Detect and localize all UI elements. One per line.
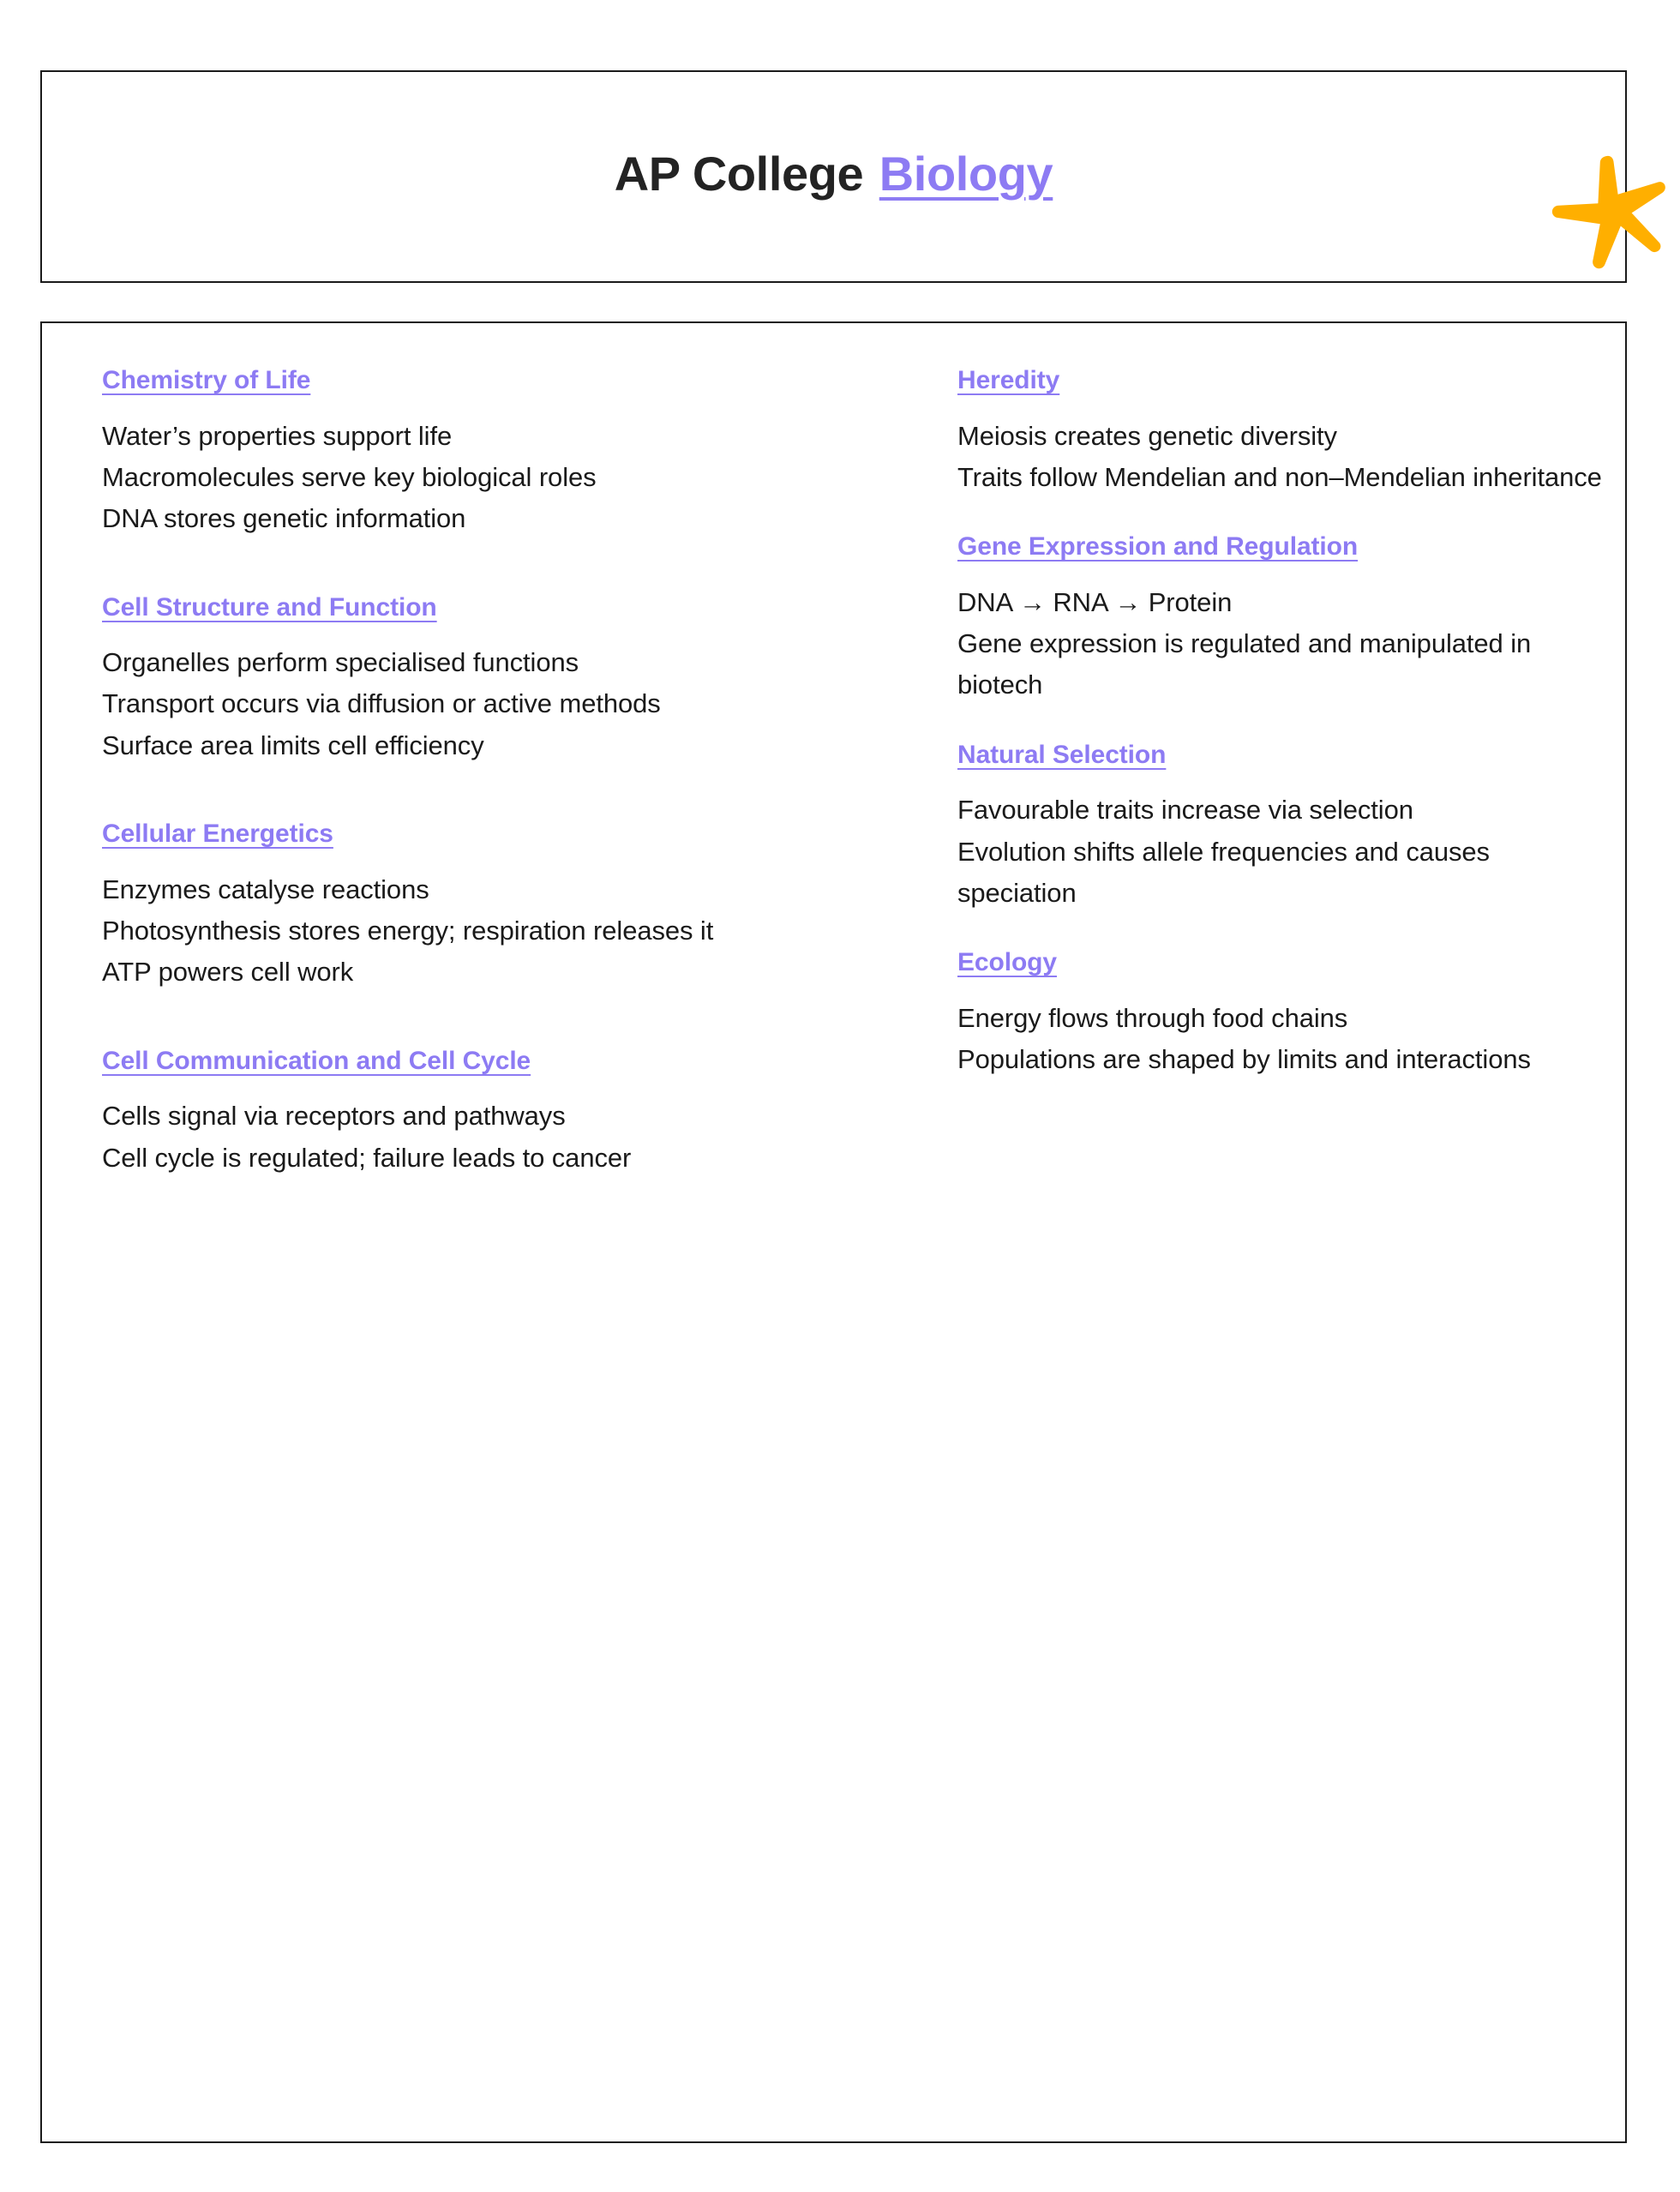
section-line: Meiosis creates genetic diversity <box>957 420 1337 451</box>
section-line: Cell cycle is regulated; failure leads to cancer <box>102 1142 632 1173</box>
section-line: Transport occurs via diffusion or active methods <box>102 688 661 719</box>
section-gene-expression-and-regulation <box>957 531 1609 706</box>
section-line: Populations are shaped by limits and interactions <box>957 1044 1531 1075</box>
section-line: Macromolecules serve key biological roles <box>102 461 597 492</box>
section-heading[interactable]: Heredity <box>957 366 1060 394</box>
section-body <box>957 416 1609 499</box>
section-line: DNA → RNA → Protein <box>957 586 1233 617</box>
section-heading[interactable]: Cellular Energetics <box>102 820 333 849</box>
section-body <box>102 869 882 994</box>
section-line: Surface area limits cell efficiency <box>102 730 484 760</box>
section-heading[interactable]: Gene Expression and Regulation <box>957 532 1359 562</box>
section-heredity <box>957 364 1609 498</box>
section-heading[interactable]: Ecology <box>957 948 1057 977</box>
header-box <box>40 70 1627 283</box>
section-body <box>102 642 882 766</box>
section-heading[interactable]: Chemistry of Life <box>102 366 311 394</box>
section-ecology <box>957 946 1609 1080</box>
page-title-plain: AP College <box>614 146 864 201</box>
right-column <box>957 364 1609 1179</box>
section-line: Cells signal via receptors and pathways <box>102 1101 566 1132</box>
section-line: Evolution shifts allele frequencies and causes speciation <box>957 836 1490 909</box>
section-body <box>957 998 1609 1081</box>
section-heading[interactable]: Natural Selection <box>957 740 1167 769</box>
section-body <box>102 416 882 540</box>
section-cell-structure-and-function <box>102 592 882 767</box>
section-chemistry-of-life <box>102 364 882 540</box>
section-heading[interactable]: Cell Communication and Cell Cycle <box>102 1046 531 1075</box>
section-line: DNA stores genetic information <box>102 503 466 534</box>
section-line: Energy flows through food chains <box>957 1002 1348 1033</box>
two-column-layout <box>102 364 1602 1179</box>
section-line: Gene expression is regulated and manipulated in biotech <box>957 628 1532 700</box>
section-line: Photosynthesis stores energy; respiration releases it <box>102 916 714 946</box>
section-line: ATP powers cell work <box>102 957 354 988</box>
section-body <box>957 790 1609 914</box>
section-line: Enzymes catalyse reactions <box>102 874 429 904</box>
left-column <box>102 364 882 1179</box>
section-line: Traits follow Mendelian and non–Mendelian inheritance <box>957 461 1602 492</box>
page-title <box>42 72 1625 281</box>
section-cellular-energetics <box>102 818 882 994</box>
section-line: Organelles perform specialised functions <box>102 647 579 678</box>
section-natural-selection <box>957 739 1609 915</box>
section-cell-communication-and-cell-cycle <box>102 1045 882 1179</box>
section-body <box>102 1096 882 1179</box>
section-body <box>957 582 1609 706</box>
section-line: Favourable traits increase via selection <box>957 795 1413 826</box>
section-heading[interactable]: Cell Structure and Function <box>102 592 437 622</box>
content-box <box>40 321 1627 2143</box>
section-line: Water’s properties support life <box>102 420 453 451</box>
page-title-accent: Biology <box>879 146 1053 201</box>
